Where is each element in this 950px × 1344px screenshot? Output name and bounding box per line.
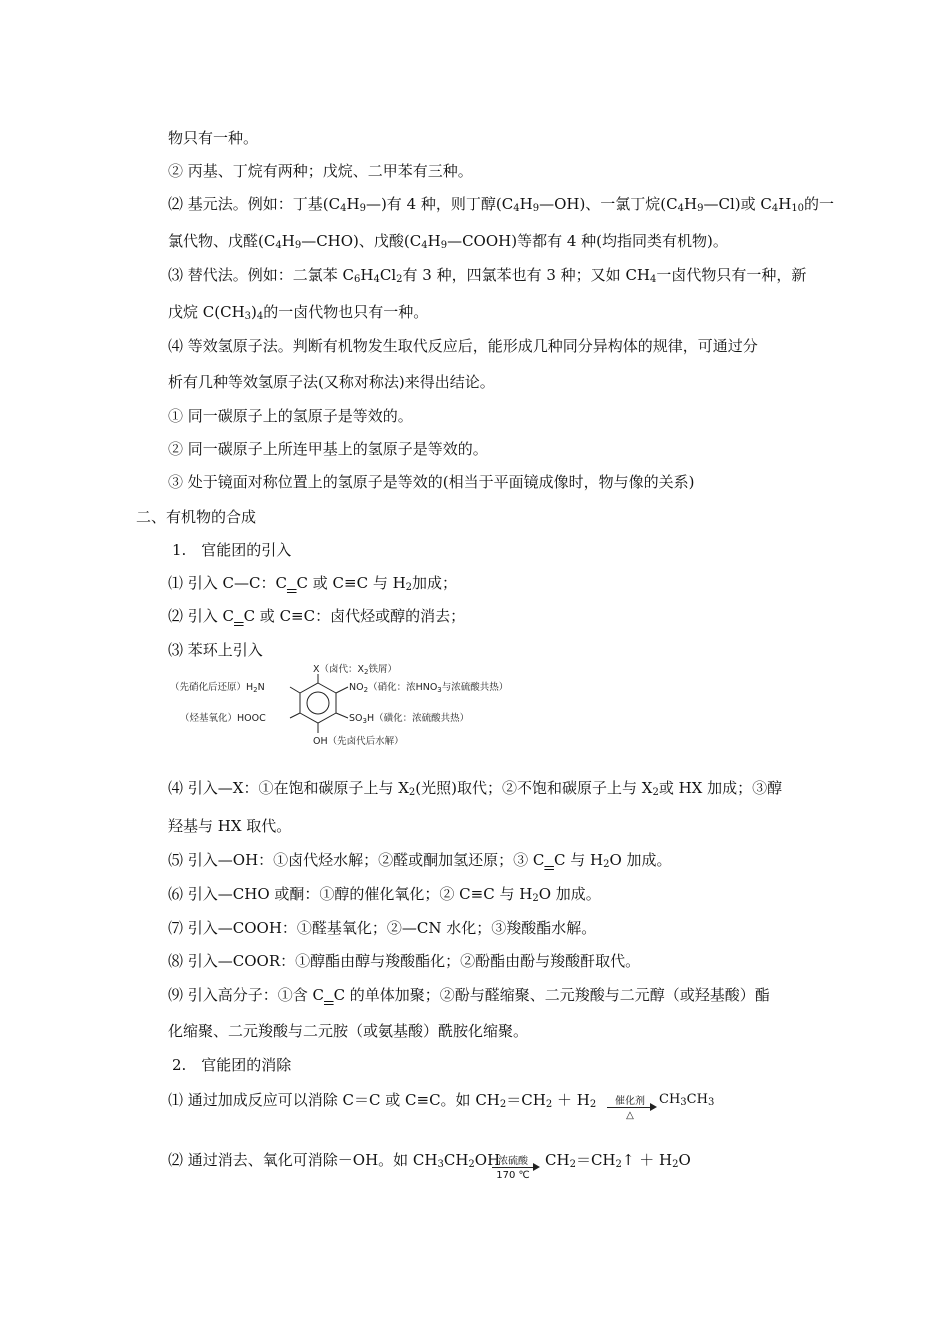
diagram-top-label: X（卤代：$X_2$铁屑）	[313, 664, 398, 676]
diagram-bottom-label: OH（先卤代后水解）	[313, 736, 404, 747]
line-24: 化缩聚、二元羧酸与二元胺（或氨基酸）酰胺化缩聚。	[168, 1022, 529, 1040]
reaction-2-catalyst: 浓硫酸	[498, 1156, 528, 1167]
line-27-product: $CH_2=CH_2↑ + H_2O$	[545, 1151, 691, 1170]
line-3: ⑵ 基元法。例如：丁基$(C_4H_9—)$有 4 种，则丁醇$(C_4H_9—OH)$、一氯丁烷$(C_4H_9—Cl)$或 $C_4H_{10}$的一	[168, 195, 835, 214]
line-15: ⑵ 引入 C C 或 C≡C：卤代烃或醇的消去；	[168, 607, 466, 625]
line-14: ⑴ 引入 C—C：C C 或 C≡C 与 $H_2$加成；	[168, 574, 458, 593]
line-17: ⑷ 引入—X：①在饱和碳原子上与 $X_2$(光照)取代；②不饱和碳原子上与 $X_2$或 HX 加成；③醇	[168, 779, 783, 798]
reaction-2-condition: 170 ℃	[496, 1170, 530, 1181]
line-19: ⑸ 引入—OH：①卤代烃水解；②醛或酮加氢还原；③ C C 与 $H_2O$ 加成。	[168, 851, 672, 870]
reaction-1-catalyst: 催化剂	[615, 1096, 645, 1107]
subheading-2: 2. 官能团的消除	[172, 1056, 292, 1074]
line-9: ① 同一碳原子上的氢原子是等效的。	[168, 407, 413, 425]
line-22: ⑻ 引入—COOR：①醇酯由醇与羧酸酯化；②酚酯由酚与羧酸酐取代。	[168, 952, 641, 970]
line-5: ⑶ 替代法。例如：二氯苯 $C_6H_4Cl_2$有 3 种，四氯苯也有 3 种；又如 $CH_4$一卤代物只有一种，新	[168, 266, 807, 285]
line-20: ⑹ 引入—CHO 或酮：①醇的催化氧化；② C≡C 与 $H_2O$ 加成。	[168, 885, 601, 904]
subheading-1: 1. 官能团的引入	[172, 541, 292, 559]
line-16: ⑶ 苯环上引入	[168, 641, 263, 659]
line-4: 氯代物、戊醛$(C_4H_9—CHO)$、戊酸$(C_4H_9—COOH)$等都有 4 种(均指同类有机物)。	[168, 232, 728, 251]
line-10: ② 同一碳原子上所连甲基上的氢原子是等效的。	[168, 440, 488, 458]
diagram-left1-label: （先硝化后还原）$H_2N$	[170, 682, 265, 694]
diagram-left2-label: （烃基氧化）HOOC	[180, 713, 266, 724]
line-23: ⑼ 引入高分子：①含 C C 的单体加聚；②酚与醛缩聚、二元羧酸与二元醇（或羟基酸）酯	[168, 986, 770, 1004]
line-26: ⑴ 通过加成反应可以消除 C＝C 或 C≡C。如 $CH_2=CH_2 + H_2$	[168, 1091, 597, 1110]
line-21: ⑺ 引入—COOH：①醛基氧化；②—CN 水化；③羧酸酯水解。	[168, 919, 597, 937]
line-18: 羟基与 HX 取代。	[168, 817, 292, 835]
line-26-product: $CH_3CH_3$	[659, 1092, 715, 1108]
line-27: ⑵ 通过消去、氧化可消除－OH。如 $CH_3CH_2OH$	[168, 1151, 501, 1170]
reaction-arrow-2	[490, 1152, 542, 1184]
diagram-right1-label: $NO_2$（硝化：浓$HNO_3$与浓硫酸共热）	[349, 682, 509, 694]
line-2: ② 丙基、丁烷有两种；戊烷、二甲苯有三种。	[168, 162, 473, 180]
line-6: 戊烷 $C(CH_3)_4$的一卤代物也只有一种。	[168, 303, 429, 322]
reaction-arrow-1	[605, 1092, 655, 1124]
reaction-1-condition: △	[626, 1110, 634, 1121]
benzene-substitution-diagram	[168, 662, 568, 754]
line-11: ③ 处于镜面对称位置上的氢原子是等效的(相当于平面镜成像时，物与像的关系)	[168, 473, 695, 491]
diagram-right2-label: $SO_3H$（磺化：浓硫酸共热）	[349, 713, 470, 725]
line-1: 物只有一种。	[168, 129, 259, 147]
line-8: 析有几种等效氢原子法(又称对称法)来得出结论。	[168, 373, 495, 391]
line-7: ⑷ 等效氢原子法。判断有机物发生取代反应后，能形成几种同分异构体的规律，可通过分	[168, 337, 758, 355]
section-heading: 二、有机物的合成	[136, 508, 257, 526]
